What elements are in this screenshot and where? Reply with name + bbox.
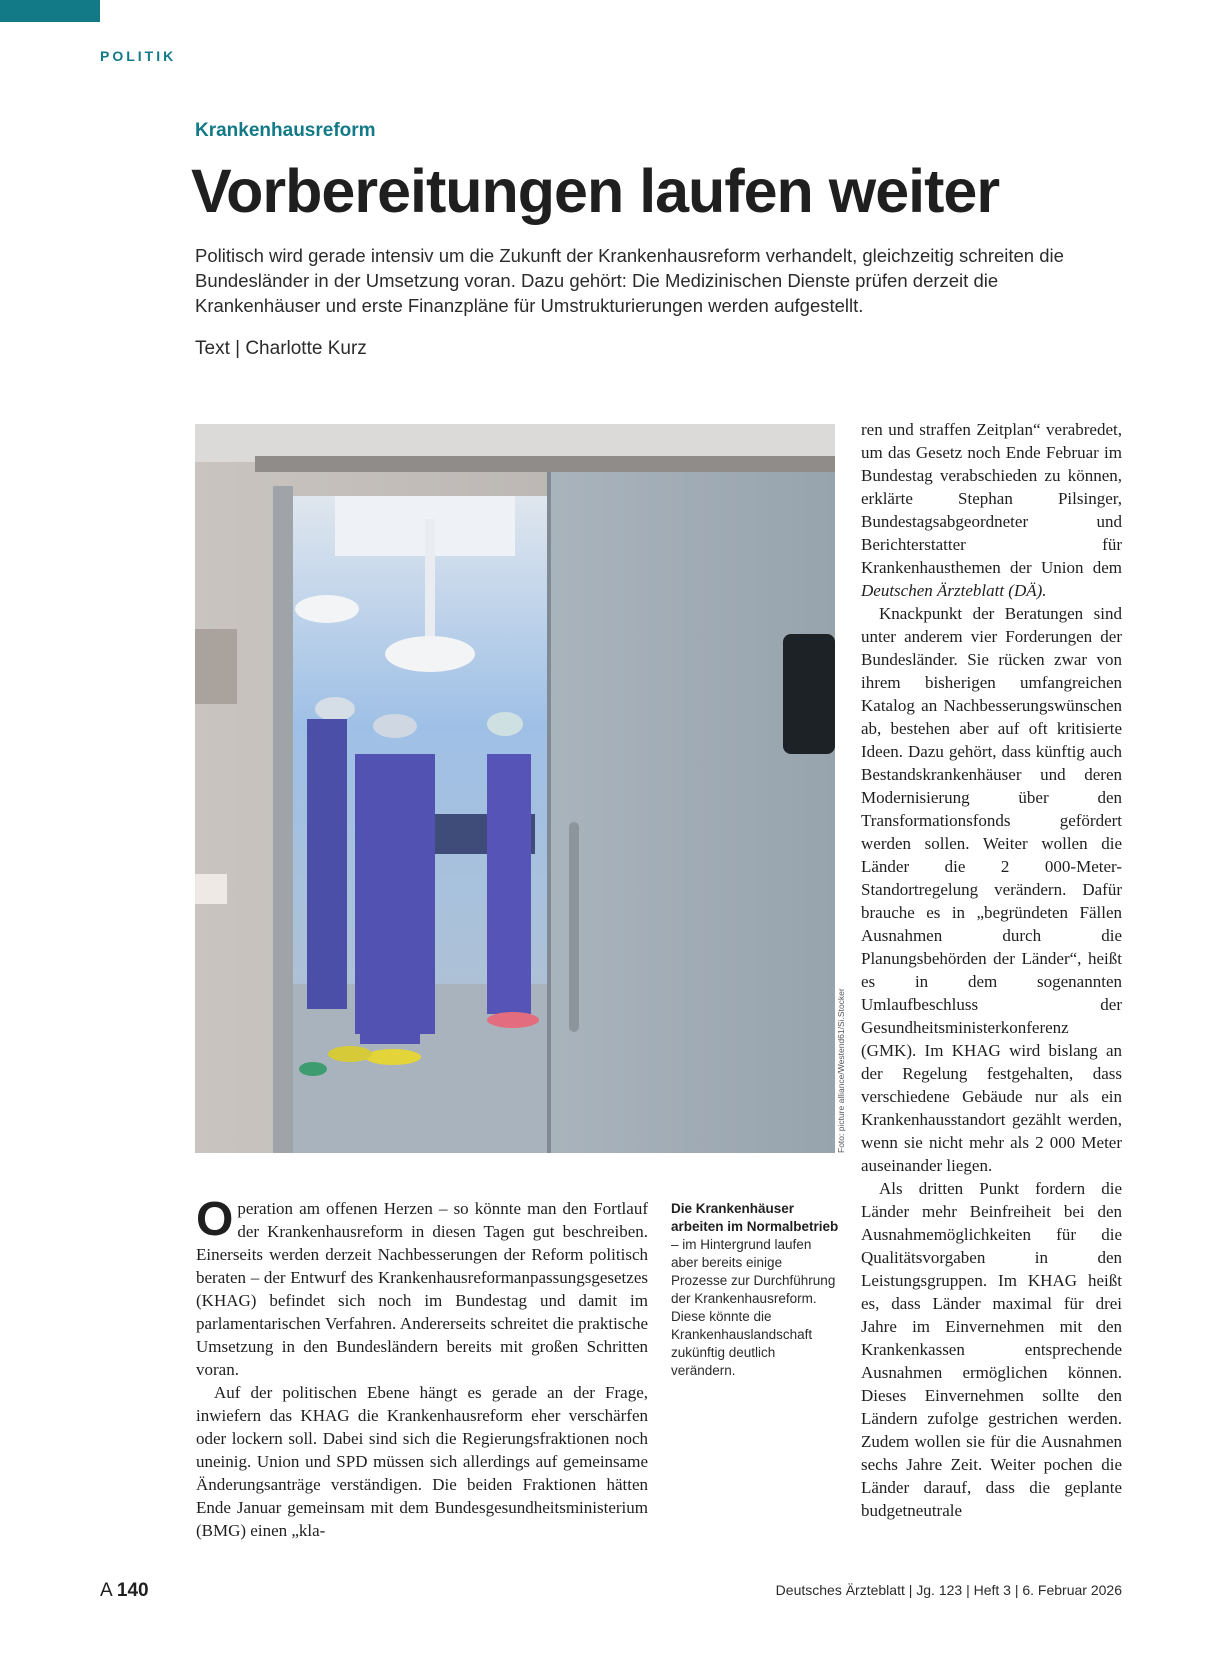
body-paragraph: Als dritten Punkt fordern die Länder mehr Beinfreiheit bei den Ausnahmemöglichkeiten für die Qualitätsvorgaben in den Leistungsgruppen. Im KHAG heißt es, dass Länder maximal für drei Jahre im Einvernehmen mit den Krankenkassen entsprechende Ausnahmen ermöglichen können. Dieses Einvernehmen sollte den Ländern zufolge gestrichen werden. Zudem wollen sie für die Ausnahmen sechs Jahre Zeit. Weiter pochen die Länder darauf, dass die geplante budgetneutrale <box>861 1179 1122 1520</box>
body-paragraph: Auf der politischen Ebene hängt es gerade an der Frage, inwiefern das KHAG die Krankenhausreform eher verschärfen oder lockern soll. Dabei sind sich die Regierungsfraktionen noch uneinig. Union und SPD müssen sich allerdings auf gemeinsame Änderungsanträge verständigen. Die beiden Fraktionen hätten Ende Januar gemeinsam mit dem Bundesgesundheitsministerium (BMG) einen „kla- <box>196 1383 648 1540</box>
body-paragraph: Operation am offenen Herzen – so könnte man den Fortlauf der Krankenhausreform in diesen Tagen gut beschreiben. Einerseits werden derzeit Nachbesserungen der Reform politisch beraten – der Entwurf des Krankenhausreformanpassungsgesetzes (KHAG) befindet sich noch im Bundestag und damit im parlamentarischen Verfahren. Andererseits schreitet die praktische Umsetzung in den Bundesländern bereits mit großen Schritten voran. <box>196 1193 648 1379</box>
article-title: Vorbereitungen laufen weiter <box>191 157 1000 225</box>
page-number: A 140 <box>100 1580 149 1601</box>
journal-info: Deutsches Ärzteblatt | Jg. 123 | Heft 3 | 6. Februar 2026 <box>775 1582 1122 1598</box>
article-kicker: Krankenhausreform <box>195 120 376 141</box>
photo-credit: Foto: picture alliance/Westend61/Si.Stocker <box>836 988 846 1153</box>
body-column-right <box>861 418 1122 1522</box>
drop-cap: O <box>196 1193 234 1246</box>
section-label: POLITIK <box>100 48 177 64</box>
article-photo <box>195 424 835 1153</box>
article-lead: Politisch wird gerade intensiv um die Zukunft der Krankenhausreform verhandelt, gleichzeitig schreiten die Bundesländer in der Umsetzung voran. Dazu gehört: Die Medizinischen Dienste prüfen derzeit die Krankenhäuser und erste Finanzpläne für Umstrukturierungen werden aufgestellt. <box>195 245 1064 316</box>
body-column-left <box>196 1193 648 1542</box>
photo-caption: Die Krankenhäuser arbeiten im Normalbetrieb – im Hintergrund laufen aber bereits einige Prozesse zur Durchführung der Krankenhausreform. Diese könnte die Krankenhauslandschaft zukünftig deutlich verändern. <box>671 1201 839 1378</box>
article-byline: Text | Charlotte Kurz <box>195 338 367 359</box>
body-paragraph: ren und straffen Zeitplan“ verabredet, um das Gesetz noch Ende Februar im Bundestag verabschieden zu können, erklärte Stephan Pilsinger, Bundestagsabgeordneter und Berichterstatter für Krankenhausthemen der Union dem Deutschen Ärzteblatt (DÄ). <box>861 420 1122 600</box>
body-paragraph: Knackpunkt der Beratungen sind unter anderem vier Forderungen der Bundesländer. Sie rücken zwar von ihrem bisherigen umfangreichen Katalog an Nachbesserungswünschen ab, bestehen aber auf oft kritisierte Ideen. Dazu gehört, dass künftig auch Bestandskrankenhäuser und deren Modernisierung über den Transformationsfonds gefördert werden sollen. Weiter wollen die Länder die 2 000-Meter-Standortregelung verändern. Dafür brauche es in „begründeten Fällen Ausnahmen durch die Planungsbehörden der Länder“, heißt es in dem sogenannten Umlaufbeschluss der Gesundheitsministerkonferenz (GMK). Im KHAG wird bislang an der Regelung festgehalten, dass verschiedene Gebäude nur als ein Krankenhausstandort gezählt werden, wenn sie nicht mehr als 2 000 Meter auseinander liegen. <box>861 604 1122 1175</box>
header-accent-bar <box>0 0 100 22</box>
